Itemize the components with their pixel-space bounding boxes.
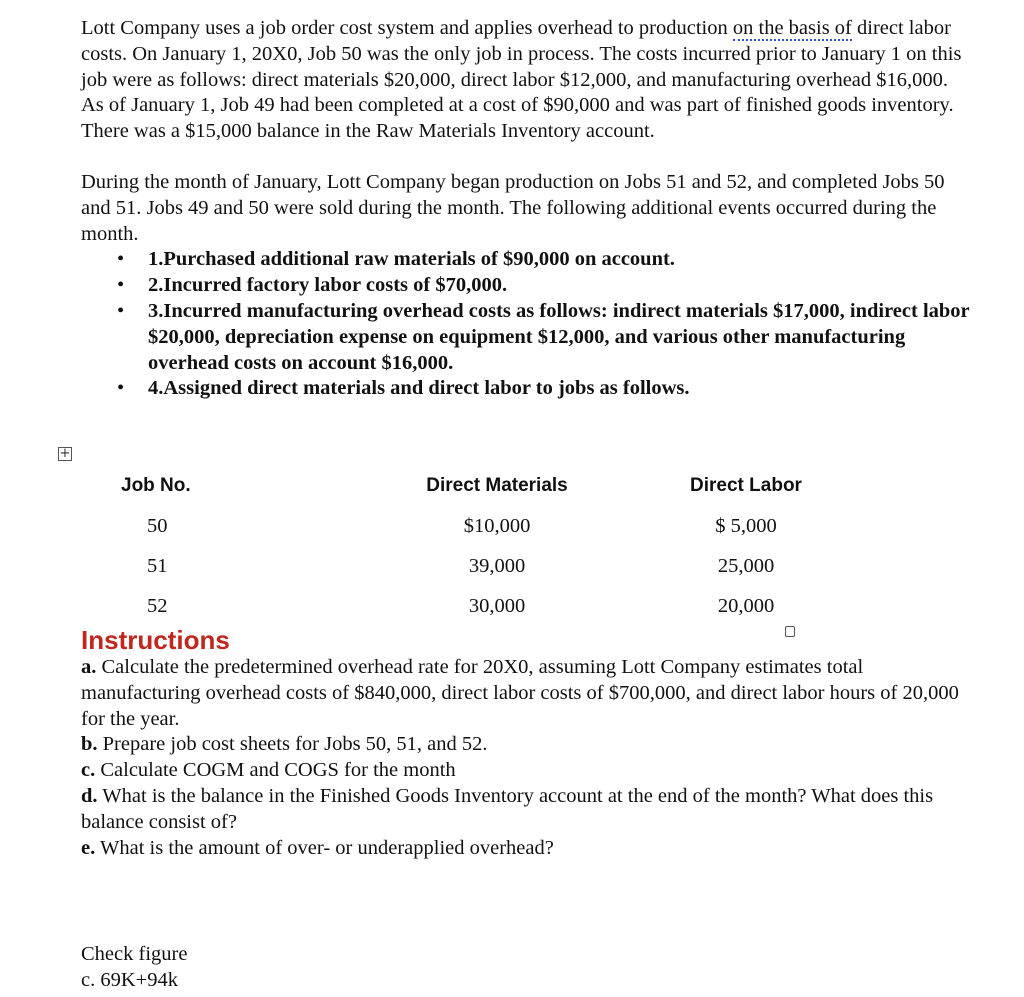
intro-text-pre: Lott Company uses a job order cost system and applies overhead to production: [81, 17, 733, 39]
instruction-letter: a.: [81, 656, 97, 678]
table-header-row: [81, 466, 866, 506]
instruction-text: What is the amount of over- or underapplied overhead?: [100, 836, 554, 859]
instructions-heading: Instructions: [81, 625, 230, 655]
table-row: [81, 506, 866, 546]
check-figure-label: Check figure: [81, 943, 188, 965]
instructions-section: [81, 613, 971, 861]
document-body: [59, 16, 971, 991]
direct-materials-cell: $10,000: [463, 514, 531, 537]
job-cost-table: [81, 466, 866, 626]
instruction-item: [81, 732, 971, 758]
bullet-icon: •: [117, 299, 125, 322]
direct-materials-cell: 30,000: [468, 594, 526, 617]
direct-labor-cell: 20,000: [717, 594, 775, 617]
instruction-letter: c.: [81, 759, 96, 782]
direct-materials-cell: 39,000: [468, 554, 526, 577]
instruction-item: [81, 758, 971, 784]
column-header-job-no: Job No.: [121, 475, 191, 496]
instruction-item: [81, 784, 971, 836]
intro-text-post: direct labor costs. On January 1, 20X0, Job 50 was the only job in process. The costs incurred prior to January 1 on this job were as follows: direct materials $20,000, direct labor $12,000, and manufacturing overhead $16,000. As of January 1, Job 49 had been completed at a cost of $90,000 and was part of finished goods inventory. There was a $15,000 balance in the Raw Materials Inventory account.: [81, 17, 962, 143]
event-item: [117, 299, 971, 376]
instruction-letter: b.: [81, 733, 98, 756]
bullet-icon: •: [117, 248, 125, 271]
job-number-cell: 50: [147, 514, 168, 537]
instruction-item: [81, 655, 971, 732]
instruction-letter: e.: [81, 836, 96, 859]
event-item: [117, 376, 971, 402]
bullet-icon: •: [117, 377, 125, 400]
direct-labor-cell: 25,000: [717, 554, 775, 577]
job-number-cell: 52: [147, 594, 168, 617]
bullet-icon: •: [117, 274, 125, 297]
check-figure-value: c. 69K+94k: [81, 968, 178, 991]
instruction-letter: d.: [81, 784, 98, 807]
table-row: [81, 546, 866, 586]
direct-labor-cell: $ 5,000: [715, 514, 777, 537]
instruction-text: Prepare job cost sheets for Jobs 50, 51, and 52.: [102, 733, 488, 756]
job-number-cell: 51: [147, 554, 168, 577]
event-text: 2.Incurred factory labor costs of $70,000.: [148, 274, 508, 297]
instruction-text: Calculate the predetermined overhead rate for 20X0, assuming Lott Company estimates total manufacturing overhead costs of $840,000, direct labor costs of $700,000, and direct labor hours of 20,000 for the year.: [81, 656, 959, 730]
column-header-direct-labor: Direct Labor: [690, 475, 802, 496]
instruction-item: [81, 836, 971, 862]
check-figure-block: [81, 942, 187, 994]
intro-paragraph-1: [81, 16, 971, 145]
event-text: 1.Purchased additional raw materials of $90,000 on account.: [148, 248, 675, 271]
instruction-text: What is the balance in the Finished Goods Inventory account at the end of the month? What does this balance consist of?: [81, 784, 934, 833]
event-text: 4.Assigned direct materials and direct labor to jobs as follows.: [148, 377, 690, 400]
intro-paragraph-2: During the month of January, Lott Company began production on Jobs 51 and 52, and completed Jobs 50 and 51. Jobs 49 and 50 were sold during the month. The following additional events occurred during the month.: [81, 170, 945, 245]
grammar-flag-underline[interactable]: on the basis of: [732, 17, 852, 39]
move-handle-icon[interactable]: +: [59, 446, 71, 461]
instruction-text: Calculate COGM and COGS for the month: [100, 759, 456, 782]
event-list: [81, 247, 971, 402]
event-item: [117, 247, 971, 273]
event-text: 3.Incurred manufacturing overhead costs as follows: indirect materials $17,000, indirect labor $20,000, depreciation expense on equipment $12,000, and various other manufacturing overhead costs on account $16,000.: [148, 299, 970, 374]
column-header-direct-materials: Direct Materials: [426, 475, 568, 496]
event-item: [117, 273, 971, 299]
